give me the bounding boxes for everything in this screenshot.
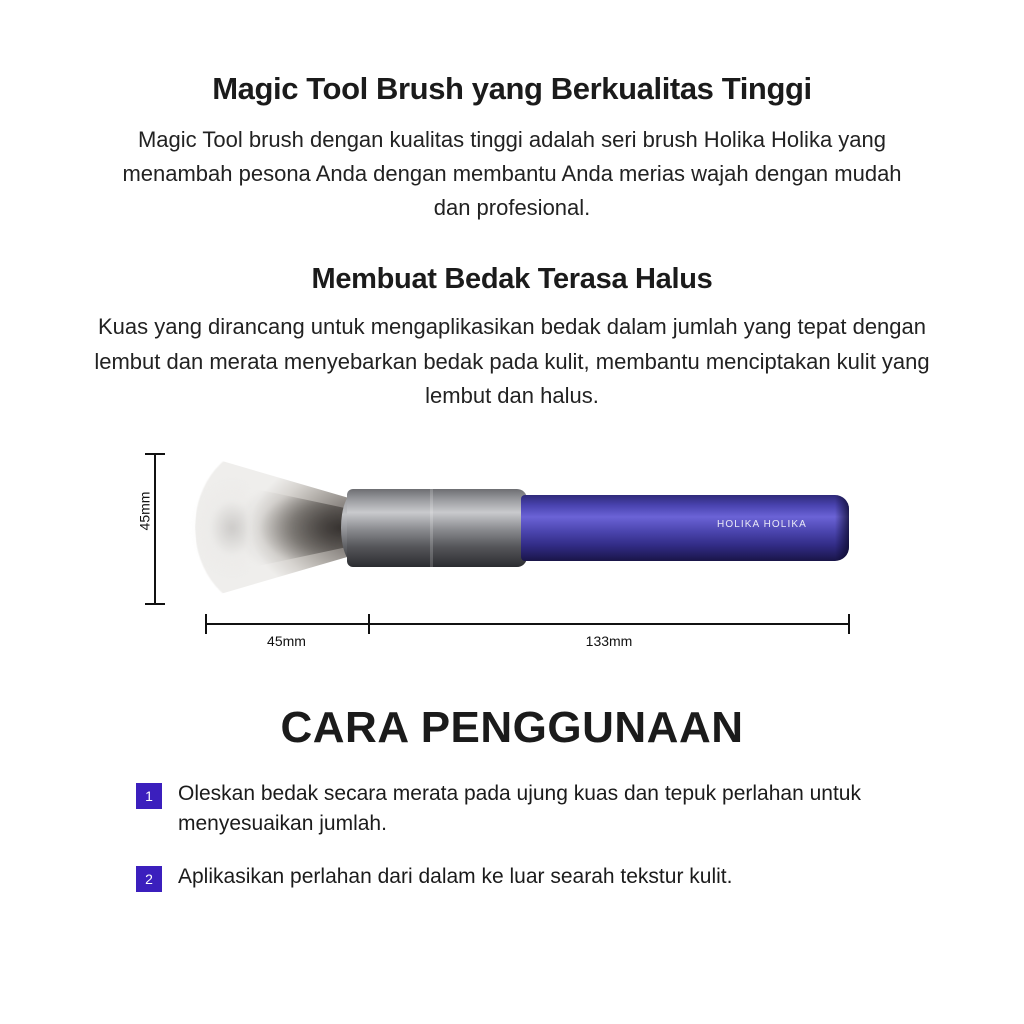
brush-bristles-tip — [187, 479, 247, 577]
measure-bar-horizontal — [205, 623, 850, 625]
page-title: Magic Tool Brush yang Berkualitas Tinggi — [212, 71, 812, 106]
measure-bar-vertical — [154, 453, 156, 605]
measure-label-handle: 133mm — [585, 632, 633, 649]
measure-label-head: 45mm — [267, 632, 306, 649]
measure-tick-start — [205, 614, 207, 634]
brand-logo-text: HOLIKA HOLIKA — [717, 518, 807, 530]
brush-ferrule — [347, 489, 527, 567]
howto-steps — [0, 779, 1024, 892]
measure-tick-middle — [368, 614, 370, 634]
feature-paragraph: Kuas yang dirancang untuk mengaplikasikan bedak dalam jumlah yang tepat dengan lembut dan merata menyebarkan bedak pada kulit, membantu menciptakan kulit yang lembut dan halus. — [94, 314, 930, 408]
list-item — [136, 779, 904, 840]
step-number-badge: 1 — [136, 783, 162, 809]
intro-section — [0, 0, 1024, 225]
measure-tick-end — [848, 614, 850, 634]
measure-label-height: 45mm — [136, 491, 153, 531]
feature-section — [0, 263, 1024, 412]
product-diagram — [0, 435, 1024, 685]
step-number-badge: 2 — [136, 866, 162, 892]
howto-title: CARA PENGGUNAAN — [280, 702, 744, 752]
list-item — [136, 862, 904, 892]
brush-handle — [521, 495, 849, 561]
intro-paragraph: Magic Tool brush dengan kualitas tinggi adalah seri brush Holika Holika yang menambah pesona Anda dengan membantu Anda merias wajah dengan mudah dan profesional. — [122, 127, 902, 221]
horizontal-measure — [0, 623, 1024, 673]
step-text: Aplikasikan perlahan dari dalam ke luar searah tekstur kulit. — [178, 864, 733, 888]
vertical-measure — [136, 453, 167, 605]
feature-heading: Membuat Bedak Terasa Halus — [311, 263, 713, 296]
measure-cap-bottom — [145, 603, 165, 605]
step-text: Oleskan bedak secara merata pada ujung kuas dan tepuk perlahan untuk menyesuaikan jumlah. — [178, 781, 861, 836]
brush-illustration — [195, 445, 855, 615]
